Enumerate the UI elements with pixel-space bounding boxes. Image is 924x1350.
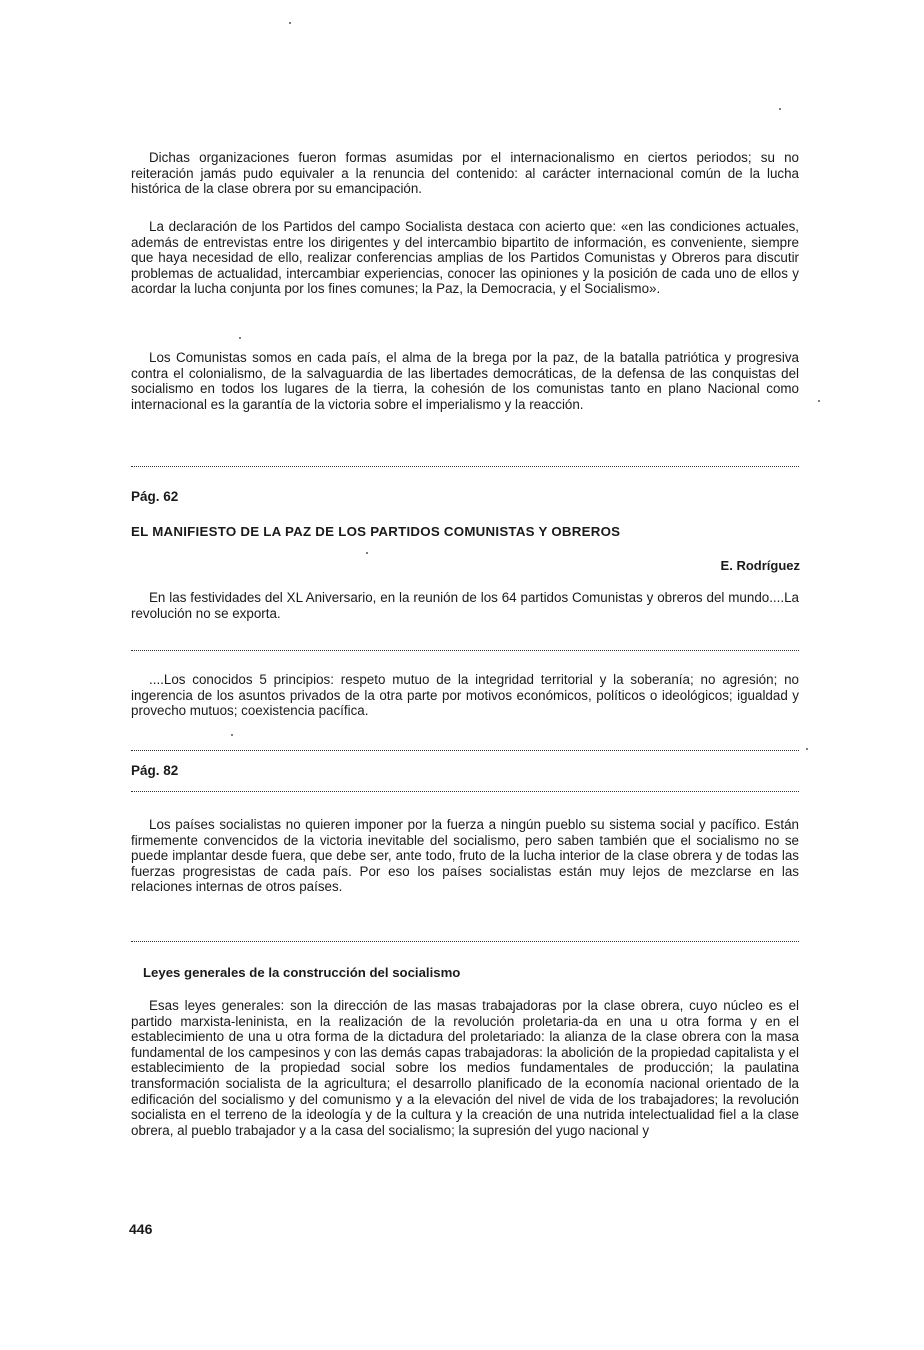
dotted-separator [131,791,799,792]
scan-speck [366,552,368,554]
author-name: E. Rodríguez [720,558,800,573]
page-reference-62: Pág. 62 [131,489,179,504]
page-number: 446 [129,1221,153,1237]
paragraph-comunistas: Los Comunistas somos en cada país, el alma de la brega por la paz, de la batalla patriótica y progresiva contra el colonialismo, de la salvaguardia de las libertades democráticas, de la defensa de las conquistas del socialismo en todos los lugares de la tierra, la cohesión de los comunistas tanto en plano Nacional como internacional es la garantía de la victoria sobre el imperialismo y la reacción. [131,350,799,412]
dotted-separator [131,750,799,751]
paragraph-internacionalismo: Dichas organizaciones fueron formas asumidas por el internacionalismo en ciertos periodos; su no reiteración jamás pudo equivaler a la renuncia del contenido: al carácter internacional común de la lucha histórica de la clase obrera por su emancipación. [131,150,799,197]
quote-cinco-principios: ....Los conocidos 5 principios: respeto mutuo de la integridad territorial y la soberanía; no agresión; no ingerencia de los asuntos privados de la otra parte por motivos económicos, políticos o ideológicos; igualdad y provecho mutuos; coexistencia pacífica. [131,672,799,719]
scan-speck [239,337,241,339]
paragraph-declaracion: La declaración de los Partidos del campo Socialista destaca con acierto que: «en las condiciones actuales, además de entrevistas entre los dirigentes y del intercambio bipartito de información, es conveniente, siempre que haya necesidad de ello, realizar conferencias amplias de los Partidos Comunistas y Obreros para discutir problemas de actualidad, intercambiar experiencias, conocer las opiniones y la posición de cada uno de ellos y acordar la lucha conjunta por los fines comunes; la Paz, la Democracia, y el Socialismo». [131,219,799,297]
quote-xl-aniversario: En las festividades del XL Aniversario, en la reunión de los 64 partidos Comunistas y obreros del mundo....La revolución no se exporta. [131,590,799,621]
scan-speck [818,400,820,402]
scan-speck [289,22,291,24]
scan-speck [779,108,781,110]
dotted-separator [131,941,799,942]
paragraph-leyes-generales: Esas leyes generales: son la dirección de las masas trabajadoras por la clase obrera, cuyo núcleo es el partido marxista-leninista, en la realización de la revolución proletaria-da en una u otra forma y en el establecimiento de una u otra forma de la dictadura del proletariado: la alianza de la clase obrera con la masa fundamental de los campesinos y con las demás capas trabajadoras: la abolición de la propiedad capitalista y el establecimiento de la propiedad social sobre los medios fundamentales de producción; la paulatina transformación socialista de la agricultura; el desarrollo planificado de la economía nacional orientado de la edificación del socialismo y del comunismo y a la elevación del nivel de vida de los trabajadores; la revolución socialista en el terreno de la ideología y de la cultura y la creación de una nutrida intelectualidad fiel a la clase obrera, al pueblo trabajador y a la casa del socialismo; la supresión del yugo nacional y [131,998,799,1138]
scan-speck [806,748,808,750]
quote-paises-socialistas: Los países socialistas no quieren imponer por la fuerza a ningún pueblo su sistema social y pacífico. Están firmemente convencidos de la victoria inevitable del socialismo, pero saben también que el socialismo no se puede implantar desde fuera, que debe ser, ante todo, fruto de la lucha interior de la clase obrera y de todas las fuerzas progresistas de cada país. Por eso los países socialistas están muy lejos de mezclarse en las relaciones internas de otros países. [131,817,799,895]
dotted-separator [131,650,799,651]
subsection-heading: Leyes generales de la construcción del socialismo [143,965,461,980]
dotted-separator [131,466,799,467]
scan-speck [231,734,233,736]
page-reference-82: Pág. 82 [131,763,179,778]
section-title: EL MANIFIESTO DE LA PAZ DE LOS PARTIDOS COMUNISTAS Y OBREROS [131,524,621,539]
